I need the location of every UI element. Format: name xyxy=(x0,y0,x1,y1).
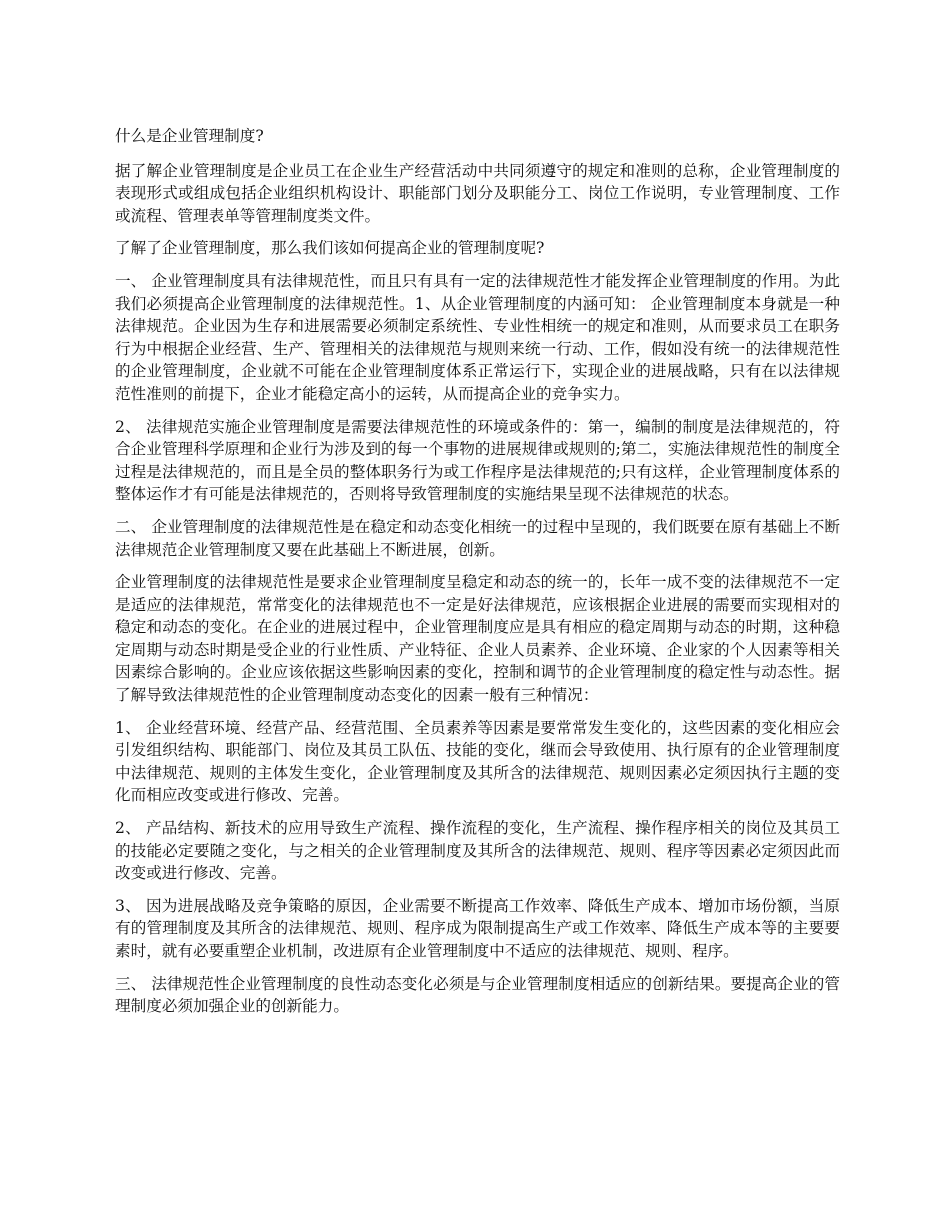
paragraph-factor-2: 2、 产品结构、新技术的应用导致生产流程、操作流程的变化，生产流程、操作程序相关的岗位及其员工的技能必定要随之变化，与之相关的企业管理制度及其所含的法律规范、规则、程序等因素必定须因此而改变或进行修改、完善。 xyxy=(115,819,840,883)
paragraph-factor-3: 3、 因为进展战略及竞争策略的原因，企业需要不断提高工作效率、降低生产成本、增加市场份额，当原有的管理制度及其所含的法律规范、规则、程序成为限制提高生产或工作效率、降低生产成本等的主要要素时，就有必要重塑企业机制，改进原有企业管理制度中不适应的法律规范、规则、程序。 xyxy=(115,896,840,960)
paragraph-factor-1: 1、 企业经营环境、经营产品、经营范围、全员素养等因素是要常常发生变化的，这些因素的变化相应会引发组织结构、职能部门、岗位及其员工队伍、技能的变化，继而会导致使用、执行原有的企业管理制度中法律规范、规则的主体发生变化，企业管理制度及其所含的法律规范、规则因素必定须因执行主题的变化而相应改变或进行修改、完善。 xyxy=(115,718,840,805)
paragraph-section-2: 二、 企业管理制度的法律规范性是在稳定和动态变化相统一的过程中呈现的，我们既要在原有基础上不断法律规范企业管理制度又要在此基础上不断进展，创新。 xyxy=(115,517,840,559)
paragraph-question: 了解了企业管理制度，那么我们该如何提高企业的管理制度呢? xyxy=(115,239,545,258)
paragraph-section-3: 三、 法律规范性企业管理制度的良性动态变化必须是与企业管理制度相适应的创新结果。要提高企业的管理制度必须加强企业的创新能力。 xyxy=(115,974,840,1016)
paragraph-section-1-point-2: 2、 法律规范实施企业管理制度是需要法律规范性的环境或条件的：第一，编制的制度是法律规范的，符合企业管理科学原理和企业行为涉及到的每一个事物的进展规律或规则的;第二，实施法律规范性的制度全过程是法律规范的，而且是全员的整体职务行为或工作程序是法律规范的;只有这样，企业管理制度体系的整体运作才有可能是法律规范的，否则将导致管理制度的实施结果呈现不法律规范的状态。 xyxy=(115,417,840,504)
paragraph-definition: 据了解企业管理制度是企业员工在企业生产经营活动中共同须遵守的规定和准则的总称，企业管理制度的表现形式或组成包括企业组织机构设计、职能部门划分及职能分工、岗位工作说明，专业管理制度、工作或流程、管理表单等管理制度类文件。 xyxy=(115,161,840,225)
document-title: 什么是企业管理制度? xyxy=(115,127,264,145)
paragraph-section-1: 一、 企业管理制度具有法律规范性，而且只有具有一定的法律规范性才能发挥企业管理制度的作用。为此我们必须提高企业管理制度的法律规范性。1、从企业管理制度的内涵可知： 企业管理制度本身就是一种法律规范。企业因为生存和进展需要必须制定系统性、专业性相统一的规定和准则，从而要求员工在职务行为中根据企业经营、生产、管理相关的法律规范与规则来统一行动、工作，假如没有统一的法律规范性的企业管理制度，企业就不可能在企业管理制度体系正常运行下，实现企业的进展战略，只有在以法律规范性准则的前提下，企业才能稳定高小的运转，从而提高企业的竞争实力。 xyxy=(115,271,840,403)
document-page xyxy=(115,125,840,1028)
paragraph-section-2-detail: 企业管理制度的法律规范性是要求企业管理制度呈稳定和动态的统一的，长年一成不变的法律规范不一定是适应的法律规范，常常变化的法律规范也不一定是好法律规范，应该根据企业进展的需要而实现相对的稳定和动态的变化。在企业的进展过程中，企业管理制度应是具有相应的稳定周期与动态的时期，这种稳定周期与动态时期是受企业的行业性质、产业特征、企业人员素养、企业环境、企业家的个人因素等相关因素综合影响的。企业应该依据这些影响因素的变化，控制和调节的企业管理制度的稳定性与动态性。据了解导致法律规范性的企业管理制度动态变化的因素一般有三种情况： xyxy=(115,573,840,705)
